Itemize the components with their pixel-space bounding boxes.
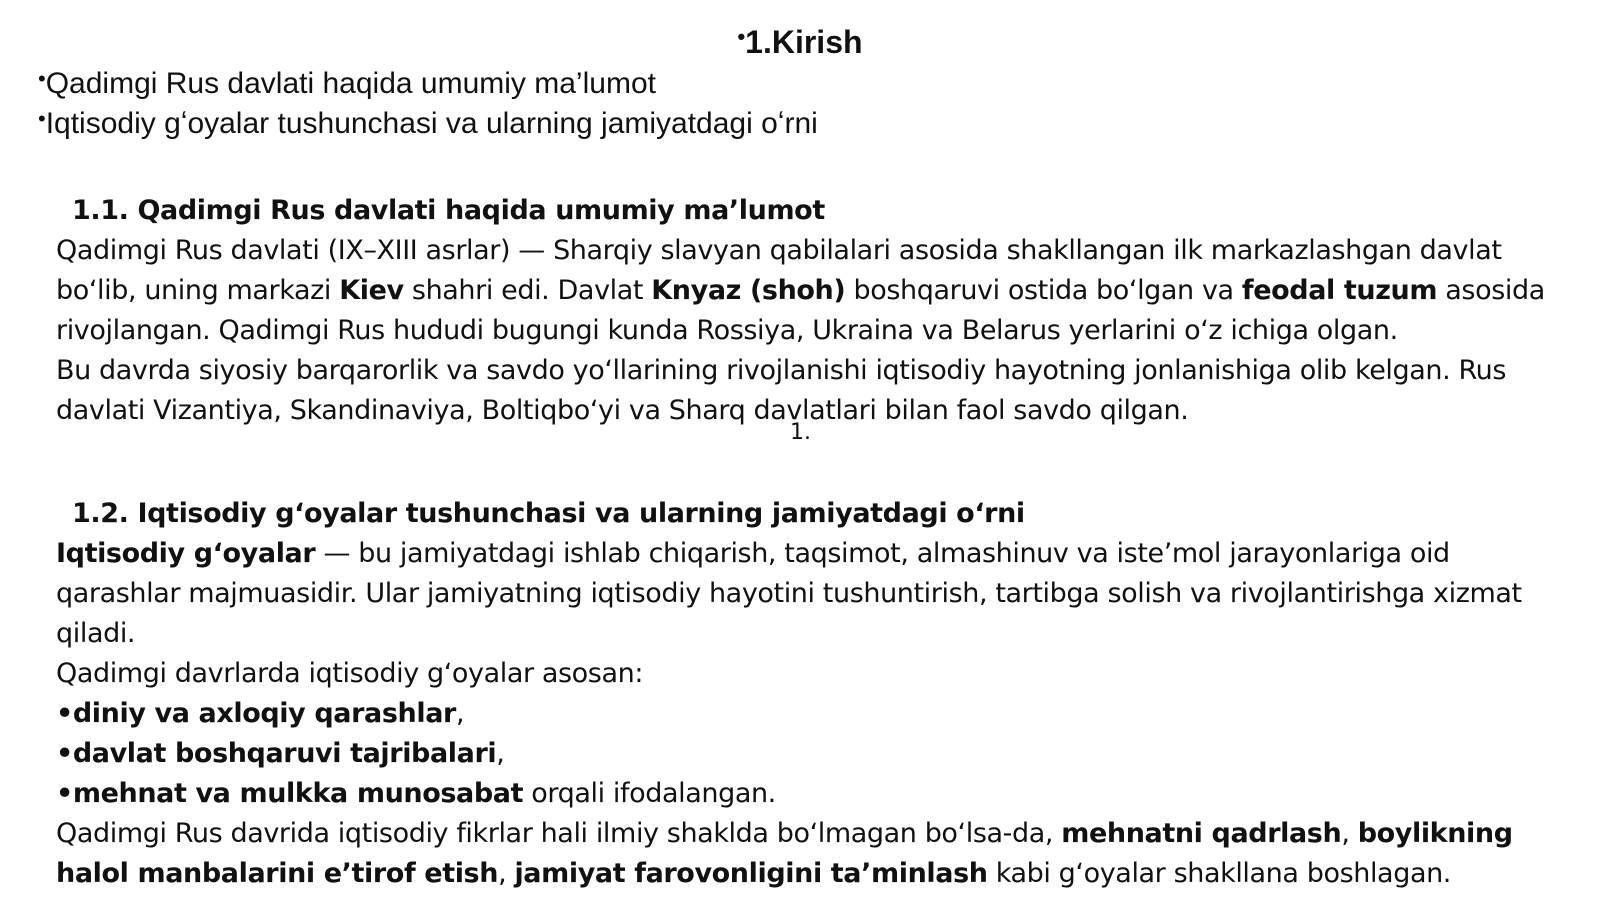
section-1 bbox=[56, 191, 1576, 431]
intro-bullet-list bbox=[38, 64, 818, 144]
list-item bbox=[56, 774, 1576, 814]
bold-run: mehnatni qadrlash bbox=[1061, 818, 1342, 849]
intro-bullet-text: Qadimgi Rus davlati haqida umumiy ma’lumot bbox=[45, 67, 656, 100]
intro-bullet-text: Iqtisodiy gʻoyalar tushunchasi va ularning jamiyatdagi oʻrni bbox=[45, 107, 818, 140]
bold-run: feodal tuzum bbox=[1241, 275, 1438, 306]
bold-run: Knyaz (shoh) bbox=[651, 275, 846, 306]
text-run: , bbox=[496, 738, 505, 769]
text-run: shahri edi. Davlat bbox=[403, 275, 652, 306]
bullet-dot: • bbox=[56, 738, 73, 769]
text-run: asosida rivojlangan. Qadimgi Rus hududi bugungi kunda Rossiya, Ukraina va Belarus yerlarini oʻz ichiga olgan. bbox=[56, 275, 1545, 346]
bold-run: diniy va axloqiy qarashlar bbox=[72, 698, 456, 729]
section-2 bbox=[56, 494, 1576, 894]
title-text: 1.Kirish bbox=[745, 24, 863, 60]
bold-run: Iqtisodiy gʻoyalar bbox=[56, 538, 316, 569]
text-run: , bbox=[498, 858, 515, 889]
text-run: Qadimgi Rus davlati (IX–XIII asrlar) — Sharqiy slavyan qabilalari asosida shakllangan ilk markazlashgan davlat boʻlib, uning markazi bbox=[56, 235, 1502, 306]
intro-bullet-item bbox=[38, 64, 818, 104]
text-run: , bbox=[455, 698, 465, 729]
text-run: orqali ifodalangan. bbox=[523, 778, 776, 809]
section-1-paragraph-2: Bu davrda siyosiy barqarorlik va savdo yoʻllarining rivojlanishi iqtisodiy hayotning jonlanishiga olib kelgan. Rus davlati Vizantiya, Skandinaviya, Boltiqboʻyi va Sharq davlatlari bilan faol savdo qilgan. bbox=[56, 355, 1507, 426]
section-1-paragraph-1 bbox=[56, 231, 1576, 351]
bullet-dot: • bbox=[56, 698, 73, 729]
bullet-dot: • bbox=[38, 66, 46, 91]
text-run: Qadimgi Rus davrida iqtisodiy fikrlar hali ilmiy shaklda boʻlmagan boʻlsa-da, bbox=[56, 818, 1062, 849]
title-bullet: • bbox=[737, 24, 746, 49]
bold-run: boylikning halol manbalarini e’tirof etish bbox=[56, 818, 1513, 889]
bold-run: davlat boshqaruvi tajribalari bbox=[72, 738, 497, 769]
intro-bullet-item bbox=[38, 104, 818, 144]
bullet-dot: • bbox=[56, 778, 73, 809]
section-2-heading: 1.2. Iqtisodiy gʻoyalar tushunchasi va ularning jamiyatdagi oʻrni bbox=[72, 498, 1025, 529]
page-number: 1. bbox=[790, 420, 811, 445]
list-item bbox=[56, 694, 1576, 734]
section-1-heading: 1.1. Qadimgi Rus davlati haqida umumiy ma’lumot bbox=[72, 195, 825, 226]
bullet-dot: • bbox=[38, 106, 46, 131]
bold-run: Kiev bbox=[339, 275, 404, 306]
text-run: boshqaruvi ostida boʻlgan va bbox=[845, 275, 1242, 306]
bold-run: jamiyat farovonligini ta’minlash bbox=[514, 858, 988, 889]
text-run: kabi gʻoyalar shakllana boshlagan. bbox=[987, 858, 1451, 889]
text-run: — bu jamiyatdagi ishlab chiqarish, taqsimot, almashinuv va iste’mol jarayonlariga oid qarashlar majmuasidir. Ular jamiyatning iqtisodiy hayotini tushuntirish, tartibga solish va rivojlantirishga xizmat qiladi. bbox=[56, 538, 1522, 649]
list-item bbox=[56, 734, 1576, 774]
section-2-paragraph-3 bbox=[56, 814, 1576, 894]
text-run: , bbox=[1341, 818, 1358, 849]
section-2-paragraph-1 bbox=[56, 534, 1576, 654]
section-2-paragraph-2: Qadimgi davrlarda iqtisodiy gʻoyalar asosan: bbox=[56, 658, 644, 689]
bold-run: mehnat va mulkka munosabat bbox=[72, 778, 524, 809]
slide-title bbox=[0, 22, 1600, 62]
